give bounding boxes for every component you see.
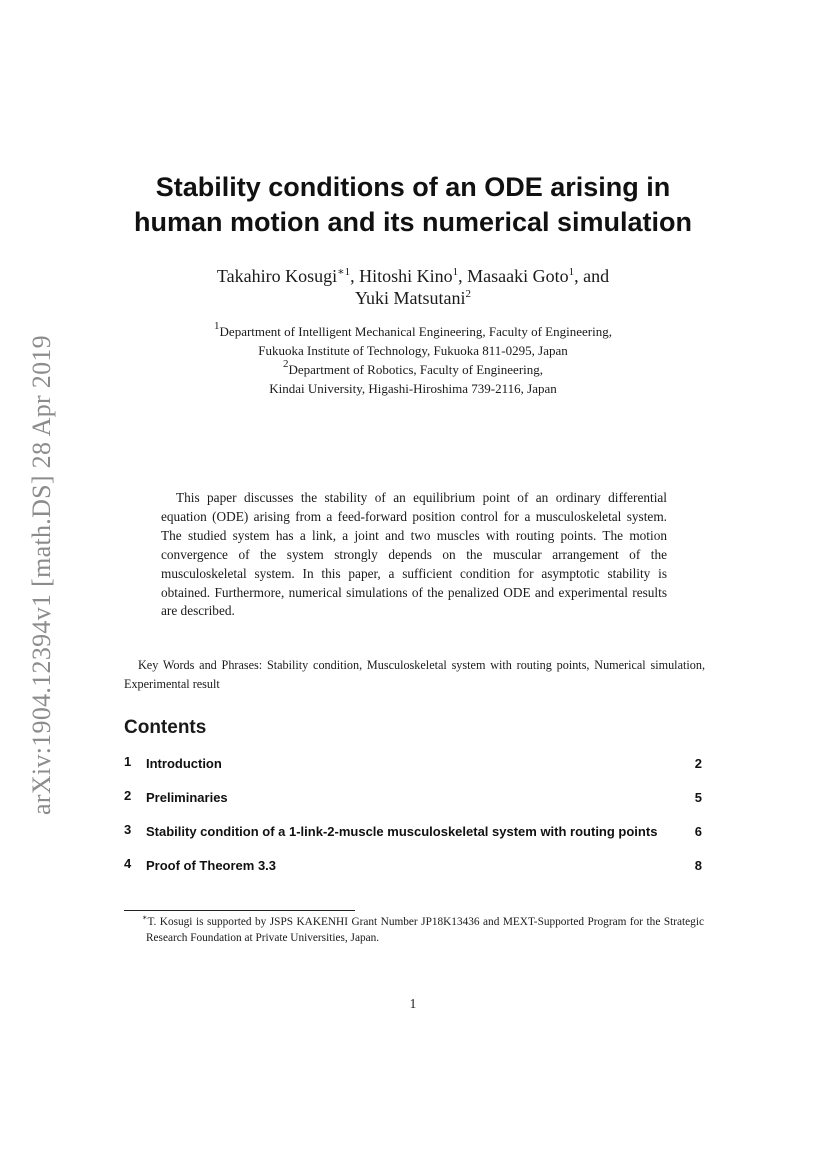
toc-entry-page[interactable]: 8	[694, 858, 702, 873]
toc-entry-page[interactable]: 5	[694, 790, 702, 805]
toc-entry-page[interactable]: 2	[694, 756, 702, 771]
author-mark: 1	[568, 266, 575, 278]
author-mark: 2	[465, 288, 471, 300]
keywords: Key Words and Phrases: Stability condition, Musculoskeletal system with routing points, Numerical simulation, Experimental result	[124, 658, 705, 691]
affiliation-line: Department of Robotics, Faculty of Engineering,	[288, 362, 544, 377]
affiliations	[140, 322, 686, 398]
table-of-contents	[124, 754, 704, 876]
toc-entry-number: 2	[124, 788, 132, 803]
affiliation-mark: 2	[282, 358, 289, 370]
author-name: Masaaki Goto	[467, 266, 569, 286]
affiliation-mark: 1	[214, 320, 220, 332]
toc-entry-number: 4	[124, 856, 132, 871]
footnote	[124, 914, 704, 946]
page-number: 1	[409, 996, 417, 1011]
author-name: Hitoshi Kino	[359, 266, 453, 286]
arxiv-identifier-stamp: arXiv:1904.12394v1 [math.DS] 28 Apr 2019	[27, 335, 56, 815]
author-separator: ,	[458, 266, 468, 286]
toc-entry[interactable]	[124, 856, 704, 876]
abstract: This paper discusses the stability of an equilibrium point of an ordinary differential equation (ODE) arising from a feed-forward position control for a musculoskeletal system. The studied system has a link, a joint and two muscles with routing points. The motion convergence of the system strongly depends on the muscular arrangement of the musculoskeletal system. In this paper, a sufficient condition for asymptotic stability is obtained. Furthermore, numerical simulations of the penalized ODE and experimental results are described.	[161, 490, 667, 619]
toc-entry-title[interactable]: Preliminaries	[146, 790, 228, 805]
toc-entry-number: 3	[124, 822, 132, 837]
footnote-text: T. Kosugi is supported by JSPS KAKENHI Grant Number JP18K13436 and MEXT-Supported Program for the Strategic Research Foundation at Private Universities, Japan.	[146, 916, 704, 944]
toc-entry[interactable]	[124, 754, 704, 774]
footnote-rule	[124, 910, 355, 911]
paper-title	[100, 170, 726, 240]
affiliation-line: Kindai University, Higashi-Hiroshima 739-2116, Japan	[269, 381, 557, 396]
contents-heading: Contents	[124, 717, 207, 738]
author-name: Takahiro Kosugi	[216, 266, 338, 286]
toc-entry-title[interactable]: Stability condition of a 1-link-2-muscle musculoskeletal system with routing points	[146, 824, 658, 839]
toc-entry-page[interactable]: 6	[694, 824, 702, 839]
footnote-mark: ∗	[142, 913, 148, 922]
affiliation-line: Fukuoka Institute of Technology, Fukuoka 811-0295, Japan	[258, 343, 568, 358]
affiliation-line: Department of Intelligent Mechanical Engineering, Faculty of Engineering,	[219, 324, 612, 339]
toc-entry[interactable]	[124, 822, 704, 842]
toc-entry-title[interactable]: Proof of Theorem 3.3	[146, 858, 277, 873]
author-mark: ∗1	[337, 266, 351, 278]
author-separator: ,	[350, 266, 360, 286]
author-name: Yuki Matsutani	[355, 288, 466, 308]
toc-entry-title[interactable]: Introduction	[146, 756, 222, 771]
author-mark: 1	[452, 266, 459, 278]
title-line: Stability conditions of an ODE arising in	[155, 172, 671, 202]
title-line: human motion and its numerical simulation	[133, 207, 693, 237]
toc-entry-number: 1	[124, 754, 132, 769]
toc-entry[interactable]	[124, 788, 704, 808]
author-separator: , and	[574, 266, 610, 286]
author-list	[120, 265, 706, 309]
